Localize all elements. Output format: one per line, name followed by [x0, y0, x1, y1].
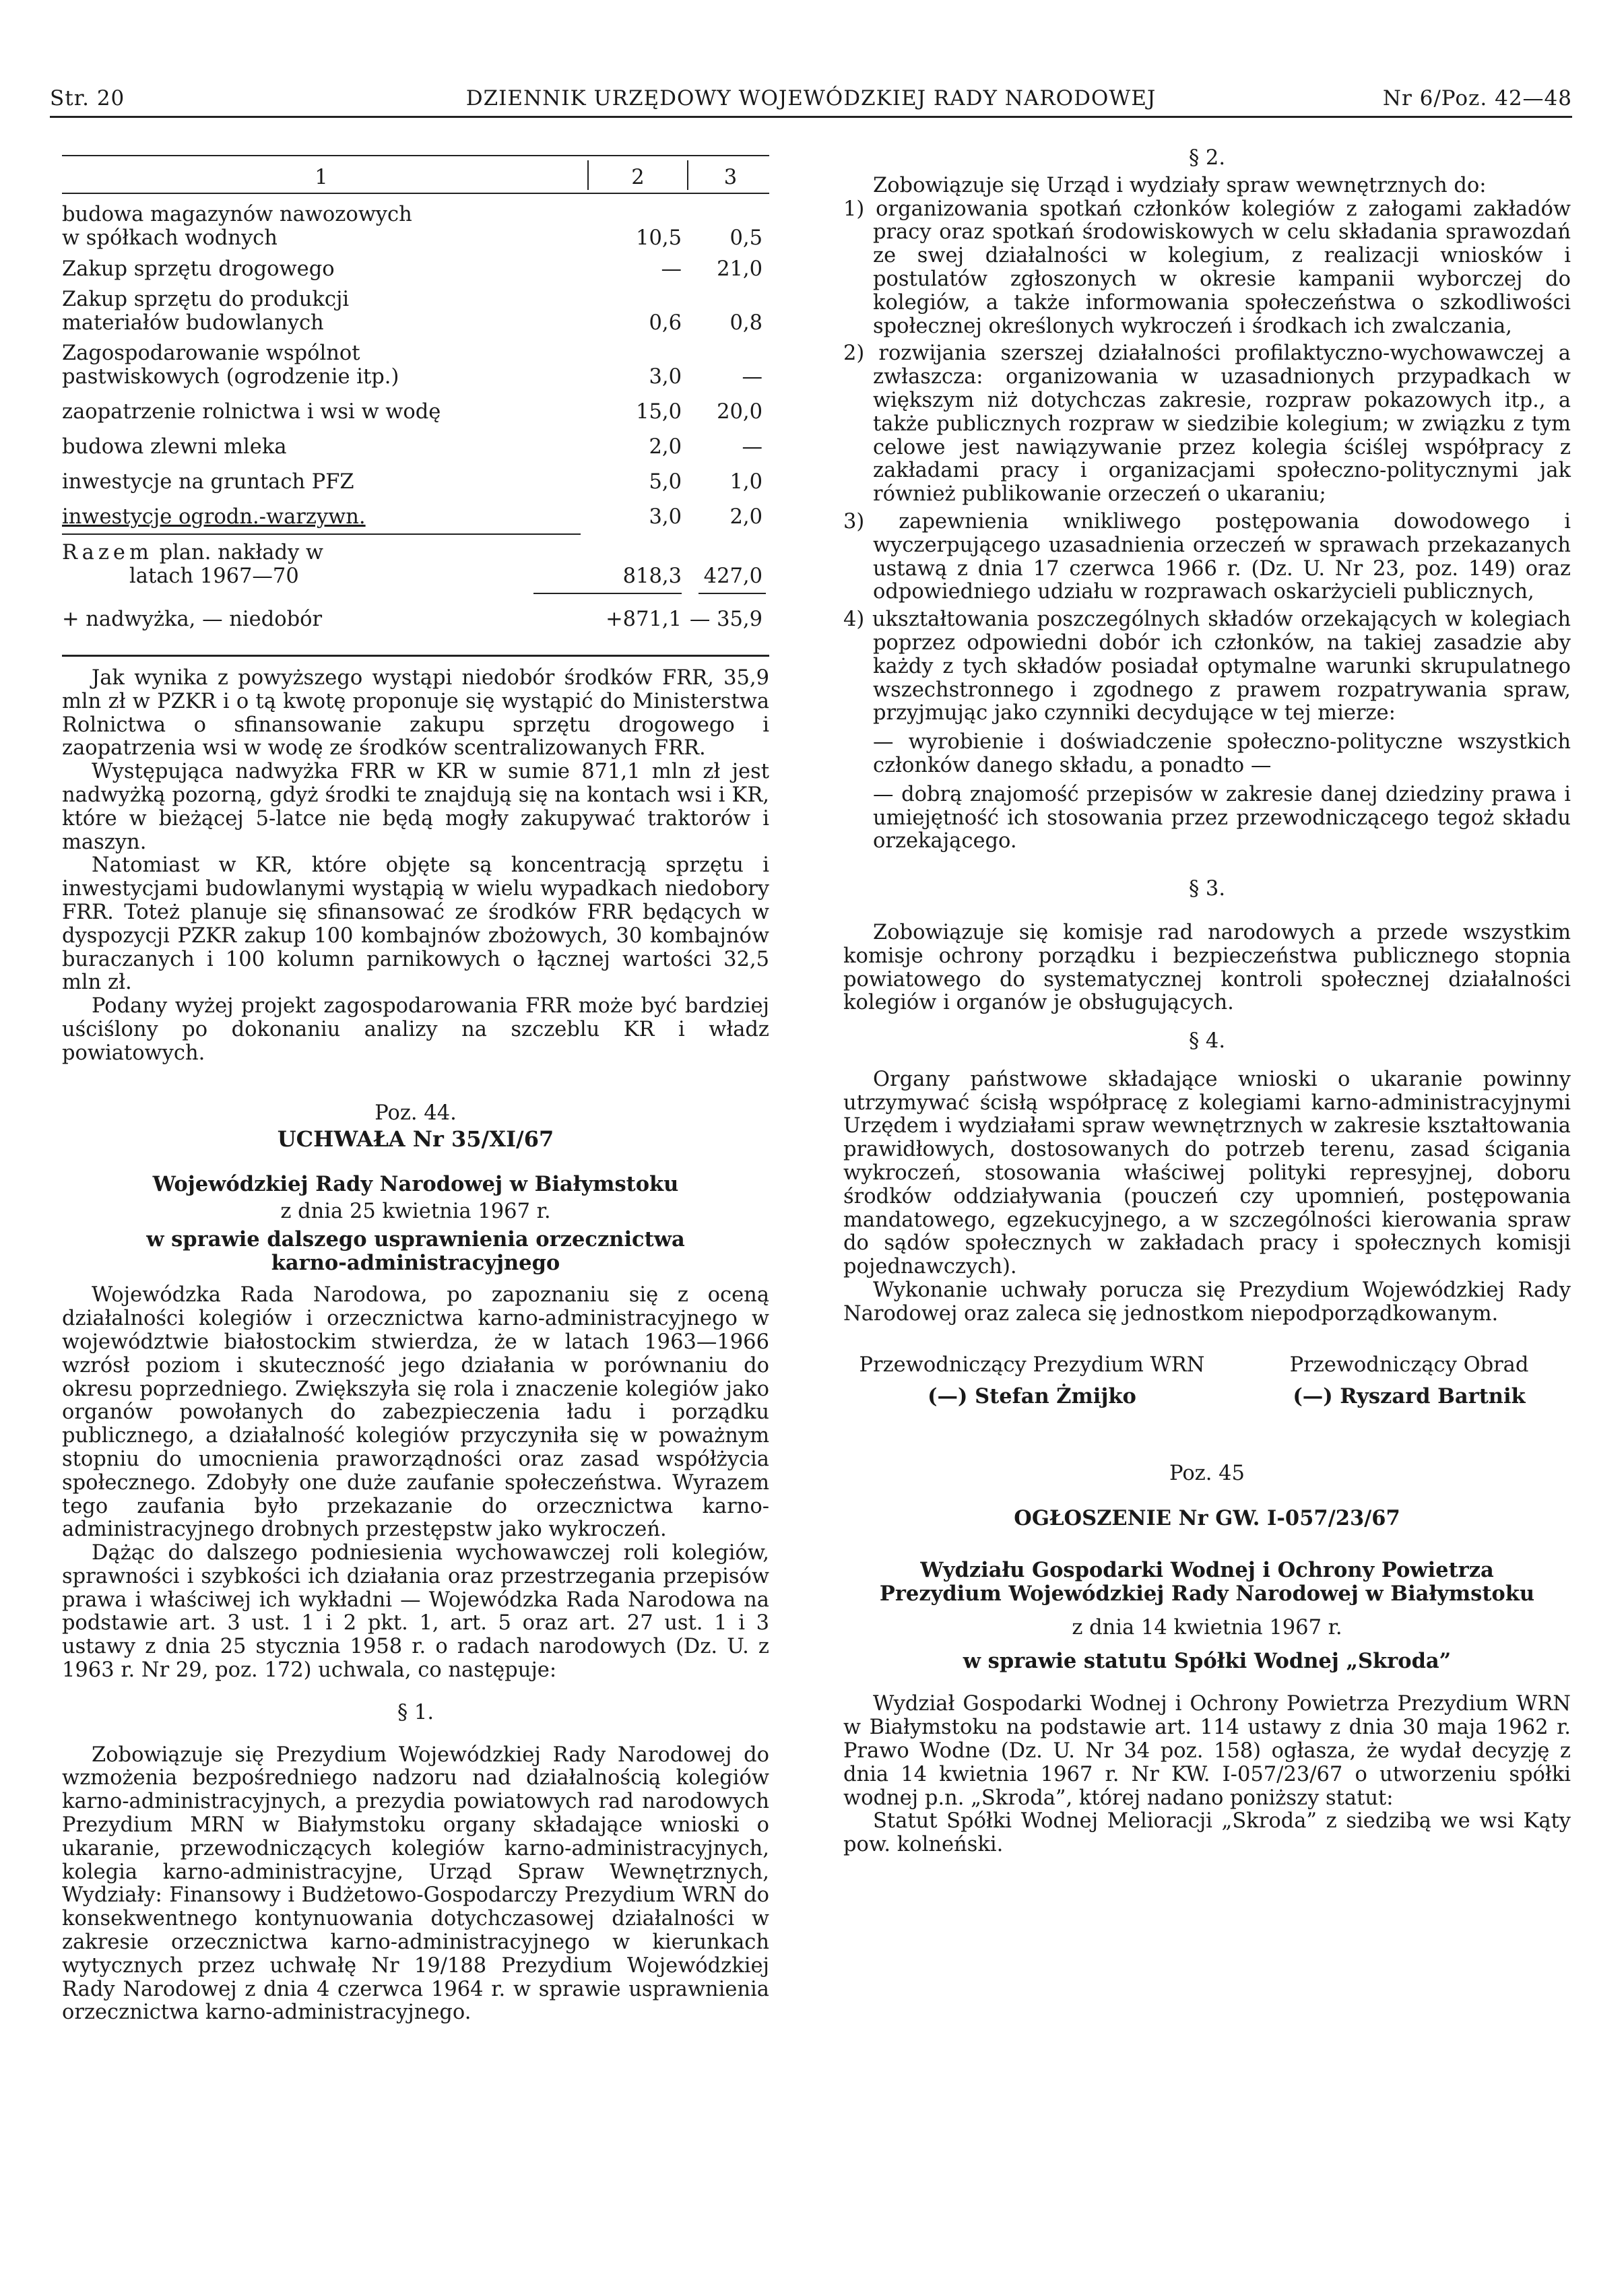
list-item: 3) zapewnienia wnikliwego postępowania dowodowego i wyczerpującego uzasadnienia orzeczeń w sprawach przekazanych ustawą z dnia 17 czerwca 1966 r. (Dz. U. Nr 23, poz. 149) oraz odpowiedniego udziału w rozprawach oskarżycieli publicznych, [843, 509, 1571, 604]
signature-name: (—) Stefan Żmijko [928, 1384, 1136, 1408]
issue-number: Nr 6/Poz. 42—48 [1382, 86, 1572, 110]
total-label-desc: plan. nakłady w [159, 541, 324, 564]
table-bottom-rule [62, 655, 769, 657]
row-value-3: 1,0 [729, 470, 762, 494]
balance-value-2: +871,1 [606, 608, 682, 631]
paragraph: Organy państwowe składające wnioski o ukaranie powinny utrzymywać ścisłą współpracę z kolegiami karno-administracyjnymi Urzędem i wydziałami spraw wewnętrznych w zakresie kształtowania prawidłowych, dostosowanych do potrzeb terenu, zasad ścigania wykroczeń, stosowania właściwej polityki represyjnej, doboru środków oddziaływania (pouczeń czy upomnień, postępowania mandatowego, egzekucyjnego, a w szczególności kierowania spraw do sądów społecznych w zakładach pracy i społecznych komisji pojednawczych). [843, 1067, 1571, 1279]
position-number: Poz. 44. [375, 1101, 457, 1125]
row-label: materiałów budowlanych [62, 311, 324, 335]
total-rule [62, 533, 581, 535]
resolution-issuer: Wojewódzkiej Rady Narodowej w Białymstoku [152, 1172, 679, 1197]
row-value-2: 10,5 [636, 226, 682, 250]
row-label: inwestycje na gruntach PFZ [62, 470, 354, 494]
paragraph: Statut Spółki Wodnej Melioracji „Skroda” z siedzibą we wsi Kąty pow. kolneński. [843, 1809, 1571, 1857]
row-value-3: — [742, 435, 762, 459]
resolution-date: z dnia 25 kwietnia 1967 r. [280, 1199, 551, 1223]
paragraph: Zobowiązuje się Urząd i wydziały spraw wewnętrznych do: [873, 173, 1487, 197]
row-label: w spółkach wodnych [62, 226, 278, 250]
row-value-3: 21,0 [717, 257, 762, 281]
row-value-2: — [661, 257, 682, 281]
row-label: budowa zlewni mleka [62, 435, 287, 459]
table-header [62, 160, 769, 194]
resolution-title: UCHWAŁA Nr 35/XI/67 [277, 1126, 554, 1152]
running-header [50, 79, 1572, 117]
journal-title: DZIENNIK URZĘDOWY WOJEWÓDZKIEJ RADY NARODOWEJ [465, 86, 1157, 110]
row-label: Zagospodarowanie wspólnot [62, 342, 360, 365]
paragraph: Jak wynika z powyższego wystąpi niedobór środków FRR, 35,9 mln zł w PZKR i o tą kwotę proponuje się wystąpić do Ministerstwa Rolnictwa o sfinansowanie zakupu sprzętu drogowego i zaopatrzenia wsi w wodę ze środków scentralizowanych FRR. [62, 666, 769, 760]
header-rule [50, 116, 1572, 118]
announcement-issuer: Wydziału Gospodarki Wodnej i Ochrony Powietrza [920, 1558, 1494, 1583]
signature-role: Przewodniczący Prezydium WRN [859, 1353, 1205, 1377]
paragraph: Wojewódzka Rada Narodowa, po zapoznaniu się z oceną działalności kolegiów i orzecznictwa karno-administracyjnego w województwie białostockim stwierdza, że w latach 1963—1966 wzrósł poziom i skuteczność jego działania w porównaniu do okresu poprzedniego. Zwiększyła się rola i znaczenie kolegiów jako organów powołanych do zabezpieczenia ładu i porządku publicznego, a działalność kolegiów przyczyniła się w poważnym stopniu do umocnienia praworządności oraz zasad współżycia społecznego. Zdobyły one duże zaufanie społeczeństwa. Wyrazem tego zaufania było przekazanie do orzecznictwa karno-administracyjnego drobnych przestępstw jako wykroczeń. [62, 1283, 769, 1542]
section-heading: § 4. [1188, 1029, 1226, 1053]
row-label: Zakup sprzętu do produkcji [62, 288, 350, 311]
row-value-2: 3,0 [649, 505, 682, 529]
signature-block [1247, 1353, 1571, 1408]
signature-name: (—) Ryszard Bartnik [1293, 1384, 1526, 1408]
dash-item: — wyrobienie i doświadczenie społeczno-polityczne wszystkich członków danego składu, a ponadto — [873, 730, 1571, 777]
balance-value-3: — 35,9 [689, 608, 762, 631]
position-number: Poz. 45 [1169, 1461, 1245, 1485]
section-heading: § 1. [397, 1700, 434, 1724]
column-header-2: 2 [631, 166, 645, 189]
column-header-3: 3 [723, 166, 738, 189]
announcement-subject: w sprawie statutu Spółki Wodnej „Skroda” [963, 1648, 1452, 1673]
row-value-2: 5,0 [649, 470, 682, 494]
paragraph: Zobowiązuje się Prezydium Wojewódzkiej Rady Narodowej do wzmożenia bezpośredniego nadzoru nad działalnością kolegiów karno-administracyjnych, a prezydia powiatowych rad narodowych Prezydium MRN w Białymstoku organy składające wnioski o ukaranie, przewodniczących kolegiów karno-administracyjnych, kolegia karno-administracyjne, Urząd Spraw Wewnętrznych, Wydziały: Finansowy i Budżetowo-Gospodarczy Prezydium WRN do konsekwentnego kontynuowania dotychczasowej działalności w zakresie orzecznictwa karno-administracyjnego w kierunkach wytycznych przez uchwałę Nr 19/188 Prezydium Wojewódzkiej Rady Narodowej z dnia 4 czerwca 1964 r. w sprawie usprawnienia orzecznictwa karno-administracyjnego. [62, 1743, 769, 2025]
total-value-2: 818,3 [622, 564, 682, 588]
row-value-2: 3,0 [649, 365, 682, 389]
table-top-rule [62, 155, 769, 156]
signatures [843, 1353, 1571, 1423]
row-value-3: — [742, 365, 762, 389]
paragraph: Wydział Gospodarki Wodnej i Ochrony Powietrza Prezydium WRN w Białymstoku na podstawie art. 114 ustawy z dnia 30 maja 1962 r. Prawo Wodne (Dz. U. Nr 34 poz. 158) ogłasza, że wydał decyzję z dnia 14 kwietnia 1967 r. Nr KW. I-057/23/67 o utworzeniu spółki wodnej p.n. „Skroda”, której nadano poniższy statut: [843, 1692, 1571, 1810]
list-item: 1) organizowania spotkań członków kolegiów z załogami zakładów pracy oraz spotkań środowiskowych w celu składania sprawozdań ze swej działalności w kolegium, z realizacji wniosków i postulatów zgłoszonych w okresie kampanii wyborczej do kolegiów, a także informowania społeczeństwa o szkodliwości społecznej określonych wykroczeń i środkach ich zwalczania, [843, 197, 1571, 338]
announcement-date: z dnia 14 kwietnia 1967 r. [1072, 1615, 1342, 1639]
balance-rule [533, 593, 682, 594]
resolution-subject: karno-administracyjnego [271, 1250, 560, 1275]
paragraph: Zobowiązuje się komisje rad narodowych a przede wszystkim komisje ochrony porządku i bezpieczeństwa publicznego stopnia powiatowego do systematycznej kontroli społecznej działalności kolegiów i organów je obsługujących. [843, 920, 1571, 1015]
left-column [62, 667, 769, 2025]
total-label-word: Razem [62, 541, 153, 564]
signature-block [843, 1353, 1221, 1408]
row-label: zaopatrzenie rolnictwa i wsi w wodę [62, 400, 441, 424]
total-value-3: 427,0 [703, 564, 762, 588]
announcement-issuer: Prezydium Wojewódzkiej Rady Narodowej w Białymstoku [879, 1582, 1535, 1606]
column-divider [687, 160, 688, 190]
paragraph: Natomiast w KR, które objęte są koncentracją sprzętu i inwestycjami budowlanymi wystąpią w wielu wypadkach niedobory FRR. Toteż planuje się sfinansować ze środków FRR będących w dyspozycji PZKR zakup 100 kombajnów zbożowych, 30 kombajnów buraczanych i 100 kolumn parnikowych o łącznej wartości 32,5 mln zł. [62, 853, 769, 995]
section-heading: § 3. [1188, 877, 1226, 901]
row-value-3: 2,0 [729, 505, 762, 529]
row-value-2: 2,0 [649, 435, 682, 459]
column-divider [587, 160, 589, 190]
resolution-subject: w sprawie dalszego usprawnienia orzecznictwa [146, 1227, 685, 1252]
row-label: pastwiskowych (ogrodzenie itp.) [62, 365, 399, 389]
total-label-years: latach 1967—70 [129, 564, 299, 588]
row-value-3: 20,0 [717, 400, 762, 424]
right-column [843, 147, 1571, 1857]
announcement-title: OGŁOSZENIE Nr GW. I-057/23/67 [1014, 1506, 1400, 1531]
list-item: 4) ukształtowania poszczególnych składów orzekających w kolegiach poprzez odpowiedni dobór ich członków, na takiej zasadzie aby każdy z tych składów posiadał optymalne warunki skrupulatnego wszechstronnego i zgodnego z prawem rozpatrywania spraw, przyjmując jako czynniki decydujące w tej mierze: [843, 608, 1571, 725]
paragraph: Dążąc do dalszego podniesienia wychowawczej roli kolegiów, sprawności i szybkości ich działania oraz przestrzegania przepisów prawa i właściwej ich wykładni — Wojewódzka Rada Narodowa na podstawie art. 3 ust. 1 i 2 pkt. 1, art. 5 oraz art. 27 ust. 1 i 3 ustawy z dnia 25 stycznia 1958 r. o radach narodowych (Dz. U. z 1963 r. Nr 29, poz. 172) uchwala, co następuje: [62, 1541, 769, 1683]
paragraph: Podany wyżej projekt zagospodarowania FRR może być bardziej uściślony po dokonaniu analizy na szczeblu KR i władz powiatowych. [62, 994, 769, 1065]
total-label [62, 542, 587, 565]
list-item: 2) rozwijania szerszej działalności profilaktyczno-wychowawczej a zwłaszcza: organizowania w uzasadnionych przypadkach w większym niż dotychczas zakresie, rozpraw pokazowych itp., a także publicznych rozpraw w siedzibie kolegium; w związku z tym celowe jest nawiązywanie przez kolegia ściślej współpracy z zakładami pracy i organizacjami społeczno-politycznymi jak również publikowanie orzeczeń o ukaraniu; [843, 342, 1571, 507]
paragraph: Występująca nadwyżka FRR w KR w sumie 871,1 mln zł jest nadwyżką pozorną, gdyż środki te znajdują się na kontach wsi i KR, które w bieżącej 5-latce nie będą mogły zakupywać traktorów i maszyn. [62, 760, 769, 854]
table-header-rule [62, 193, 769, 194]
row-label: inwestycje ogrodn.-warzywn. [62, 505, 366, 529]
row-label: Zakup sprzętu drogowego [62, 257, 335, 281]
row-label: budowa magazynów nawozowych [62, 203, 412, 226]
column-header-1: 1 [315, 166, 328, 189]
section-heading: § 2. [1188, 146, 1226, 170]
paragraph: Wykonanie uchwały porucza się Prezydium Wojewódzkiej Rady Narodowej oraz zaleca się jednostkom niepodporządkowanym. [843, 1278, 1571, 1326]
page-number: Str. 20 [50, 86, 125, 110]
row-value-3: 0,5 [729, 226, 762, 250]
balance-label: + nadwyżka, — niedobór [62, 608, 323, 631]
row-value-2: 0,6 [649, 311, 682, 335]
signature-role: Przewodniczący Obrad [1289, 1353, 1529, 1377]
row-value-3: 0,8 [729, 311, 762, 335]
row-value-2: 15,0 [636, 400, 682, 424]
balance-rule [699, 593, 766, 594]
dash-item: — dobrą znajomość przepisów w zakresie danej dziedziny prawa i umiejętność ich stosowania przez przewodniczącego tegoż składu orzekającego. [873, 782, 1571, 853]
